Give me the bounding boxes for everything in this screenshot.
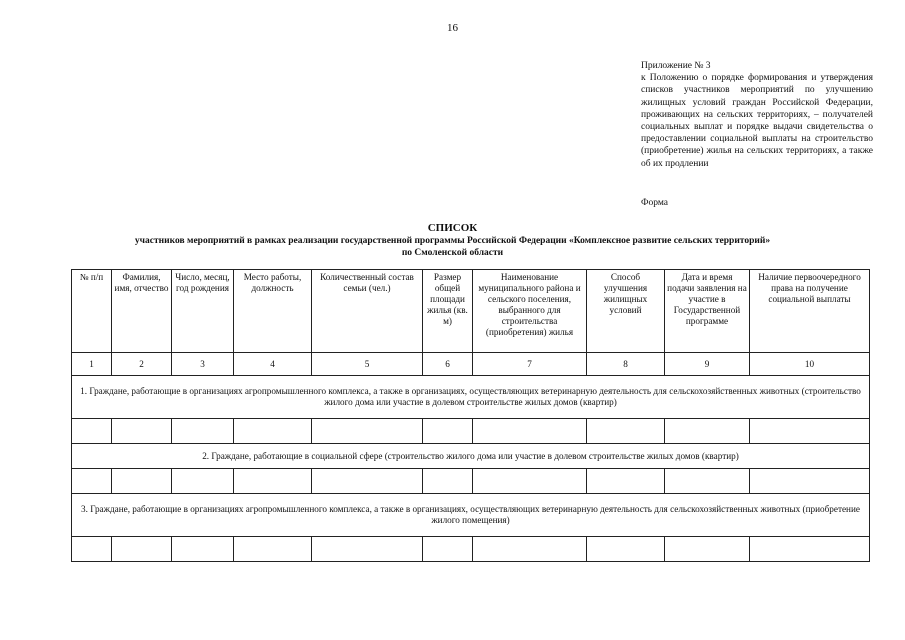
column-number: 3	[172, 353, 234, 376]
empty-cell	[112, 537, 172, 562]
empty-cell	[665, 537, 750, 562]
column-header: Наличие первоочередного права на получение социальной выплаты	[750, 270, 870, 353]
empty-cell	[587, 469, 665, 494]
empty-cell	[112, 419, 172, 444]
empty-cell	[750, 419, 870, 444]
empty-cell	[112, 469, 172, 494]
empty-cell	[172, 537, 234, 562]
column-header: № п/п	[72, 270, 112, 353]
column-header: Размер общей площади жилья (кв. м)	[423, 270, 473, 353]
empty-row	[72, 469, 870, 494]
empty-cell	[312, 537, 423, 562]
empty-cell	[72, 469, 112, 494]
empty-cell	[234, 419, 312, 444]
column-number: 2	[112, 353, 172, 376]
column-header: Место работы, должность	[234, 270, 312, 353]
form-label: Форма	[641, 198, 669, 208]
column-number: 8	[587, 353, 665, 376]
page-number: 16	[447, 22, 458, 34]
empty-cell	[172, 419, 234, 444]
empty-cell	[473, 469, 587, 494]
column-number: 7	[473, 353, 587, 376]
section-heading: 1. Граждане, работающие в организациях агропромышленного комплекса, а также в организациях, осуществляющих ветеринарную деятельность для сельскохозяйственных животных (строительство жилого дома или участие в долевом строительстве жилых домов (квартир)	[72, 376, 870, 419]
column-number: 6	[423, 353, 473, 376]
column-number: 10	[750, 353, 870, 376]
section-heading: 2. Граждане, работающие в социальной сфере (строительство жилого дома или участие в долевом строительстве жилых домов (квартир)	[72, 444, 870, 469]
column-header: Количественный состав семьи (чел.)	[312, 270, 423, 353]
appendix-title: Приложение № 3	[641, 61, 711, 71]
empty-cell	[234, 469, 312, 494]
column-header: Наименование муниципального района и сельского поселения, выбранного для строительства (приобретения) жилья	[473, 270, 587, 353]
empty-cell	[234, 537, 312, 562]
document-subtitle: участников мероприятий в рамках реализации государственной программы Российской Федерации «Комплексное развитие сельских территорий»	[134, 236, 771, 246]
appendix-block	[641, 60, 873, 170]
empty-cell	[665, 469, 750, 494]
empty-cell	[312, 419, 423, 444]
empty-row	[72, 537, 870, 562]
column-number-row	[72, 353, 870, 376]
column-header: Фамилия, имя, отчество	[112, 270, 172, 353]
empty-cell	[473, 537, 587, 562]
column-header: Число, месяц, год рождения	[172, 270, 234, 353]
section-row	[72, 494, 870, 537]
empty-cell	[423, 469, 473, 494]
empty-cell	[423, 419, 473, 444]
column-number: 5	[312, 353, 423, 376]
section-row	[72, 444, 870, 469]
document-region: по Смоленской области	[401, 248, 504, 258]
empty-cell	[72, 419, 112, 444]
column-number: 4	[234, 353, 312, 376]
section-row	[72, 376, 870, 419]
document-title: СПИСОК	[427, 222, 478, 234]
empty-cell	[665, 419, 750, 444]
appendix-text: к Положению о порядке формирования и утверждения списков участников мероприятий по улучшению жилищных условий граждан Российской Федерации, проживающих на сельских территориях, – получателей социальных выплат и порядке выдачи свидетельства о предоставлении социальной выплаты на строительство (приобретение) жилья на сельских территориях, а также об их продлении	[641, 73, 873, 169]
empty-cell	[587, 537, 665, 562]
section-heading: 3. Граждане, работающие в организациях агропромышленного комплекса, а также в организациях, осуществляющих ветеринарную деятельность для сельскохозяйственных животных (приобретение жилого помещения)	[72, 494, 870, 537]
empty-cell	[423, 537, 473, 562]
empty-cell	[172, 469, 234, 494]
empty-cell	[72, 537, 112, 562]
table-header-row	[72, 270, 870, 353]
empty-cell	[587, 419, 665, 444]
empty-cell	[473, 419, 587, 444]
empty-row	[72, 419, 870, 444]
empty-cell	[750, 469, 870, 494]
empty-cell	[750, 537, 870, 562]
column-header: Дата и время подачи заявления на участие в Государственной программе	[665, 270, 750, 353]
empty-cell	[312, 469, 423, 494]
column-number: 1	[72, 353, 112, 376]
column-header: Способ улучшения жилищных условий	[587, 270, 665, 353]
participants-table	[71, 269, 870, 562]
column-number: 9	[665, 353, 750, 376]
